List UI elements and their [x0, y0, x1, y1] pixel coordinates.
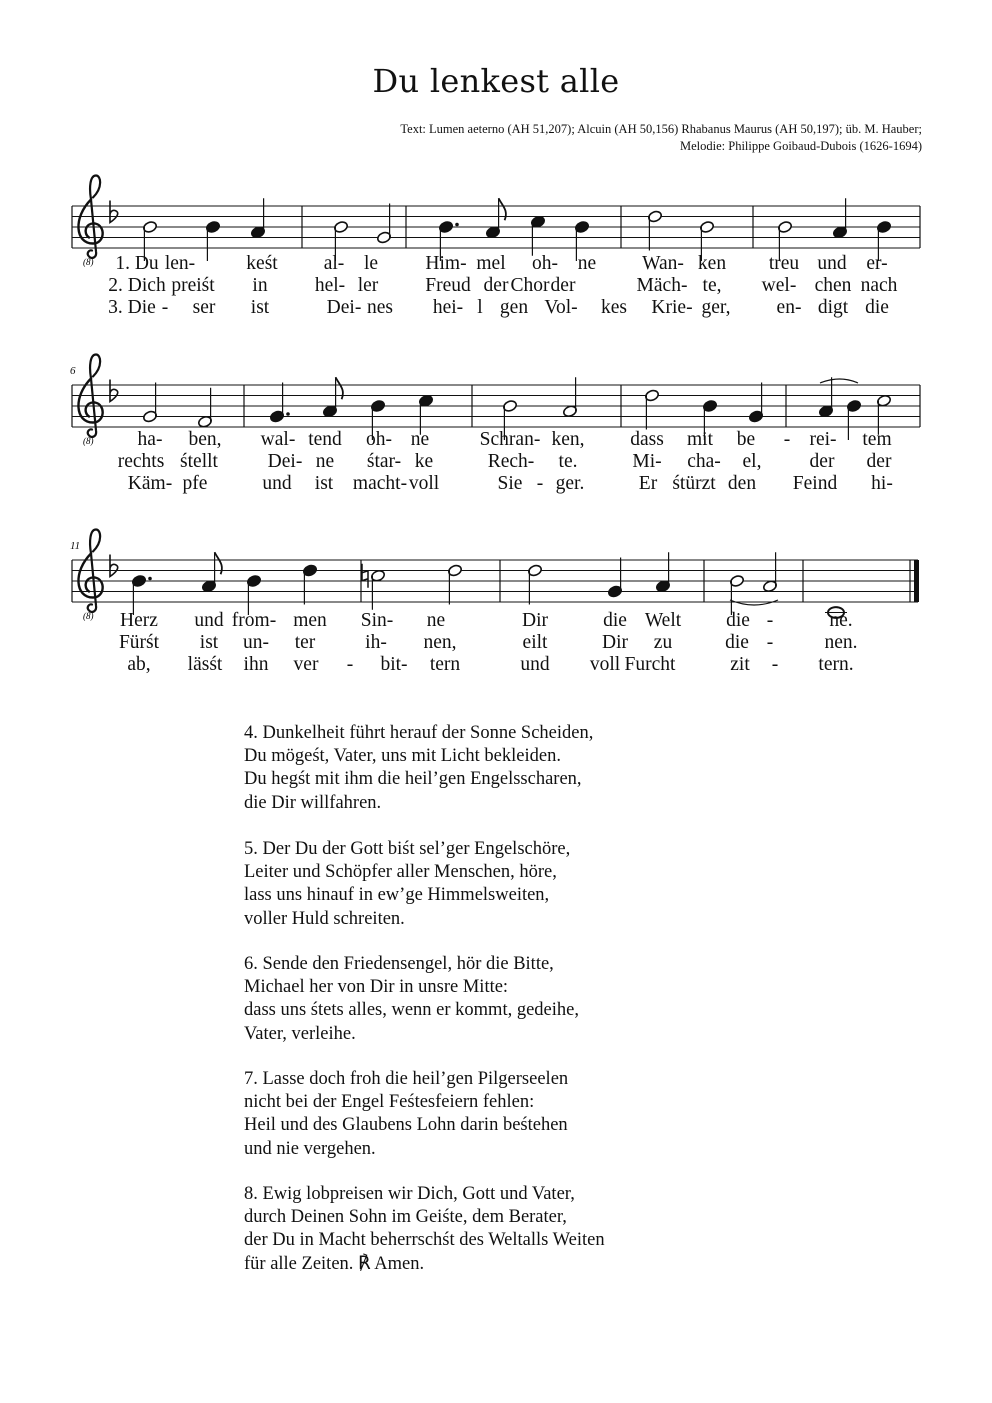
stanza-7 — [244, 1068, 568, 1161]
lyric-syllable: Mäch- — [636, 275, 688, 296]
lyric-syllable: Schran- — [479, 429, 541, 450]
lyric-syllable: ist — [250, 297, 270, 318]
lyric-syllable: tend — [308, 429, 342, 450]
lyric-syllable: - — [766, 632, 774, 653]
lyric-syllable: ist — [199, 632, 219, 653]
lyric-syllable: 3. Die — [108, 297, 156, 318]
lyric-syllable: Dir — [602, 632, 628, 653]
natural-sign — [362, 564, 368, 588]
lyric-syllable: Krie- — [651, 297, 693, 318]
dot — [148, 577, 152, 581]
octave-mark: (8) — [83, 436, 94, 446]
dot — [286, 412, 290, 416]
lyric-syllable: und — [520, 654, 550, 675]
lyric-syllable: ih- — [365, 632, 387, 653]
lyric-syllable: Furcht — [624, 654, 676, 675]
stanza-line: dass uns śtets alles, wenn er kommt, gedeihe, — [244, 1000, 579, 1021]
lyric-syllable: die — [603, 610, 627, 631]
lyric-syllable: tern — [429, 654, 461, 675]
lyric-syllable: Feind — [792, 473, 838, 494]
lyric-syllable: un- — [243, 632, 269, 653]
octave-mark: (8) — [83, 611, 94, 621]
lyric-syllable: ne — [577, 253, 597, 274]
lyric-syllable: kes — [601, 297, 627, 318]
lyric-syllable: Rech- — [487, 451, 535, 472]
lyric-syllable: Dir — [522, 610, 548, 631]
lyric-syllable: wal- — [260, 429, 296, 450]
stanza-line: Leiter und Schöpfer aller Menschen, höre, — [244, 862, 557, 883]
lyric-syllable: - — [536, 473, 544, 494]
lyric-syllable: Freud — [425, 275, 471, 296]
lyric-syllable: preiśt — [171, 275, 215, 296]
lyric-syllable: ter — [294, 632, 316, 653]
stanza-line: voller Huld schreiten. — [244, 908, 405, 929]
lyric-syllable: die — [865, 297, 889, 318]
stanza-line: Du hegśt mit ihm die heil’gen Engelsscharen, — [244, 769, 582, 790]
lyric-syllable: voll — [589, 654, 621, 675]
lyric-syllable: nen. — [824, 632, 858, 653]
lyric-syllable: er- — [866, 253, 888, 274]
lyric-syllable: der — [483, 275, 509, 296]
lyric-syllable: keśt — [246, 253, 278, 274]
lyric-syllable: ger, — [701, 297, 731, 318]
lyric-syllable: der — [866, 451, 892, 472]
lyric-syllable: macht- — [352, 473, 408, 494]
lyric-syllable: l — [477, 297, 483, 318]
slur — [820, 379, 858, 383]
lyric-syllable: 2. Dich — [108, 275, 166, 296]
lyric-syllable: śtar- — [366, 451, 402, 472]
lyric-syllable: ver — [293, 654, 319, 675]
lyric-syllable: ab, — [127, 654, 151, 675]
key-flat — [110, 555, 118, 577]
key-flat — [110, 380, 118, 402]
lyric-syllable: und — [817, 253, 847, 274]
lyric-syllable: Welt — [644, 610, 682, 631]
lyric-syllable: voll — [408, 473, 440, 494]
lyric-syllable: 1. Du — [115, 253, 159, 274]
lyric-syllable: ne — [315, 451, 335, 472]
lyric-syllable: wel- — [761, 275, 797, 296]
stanza-line: 5. Der Du der Gott biśt sel’ger Engelschöre, — [244, 839, 571, 859]
lyric-syllable: bit- — [380, 654, 408, 675]
stanza-line: Vater, verleihe. — [244, 1023, 356, 1044]
lyric-syllable: al- — [323, 253, 345, 274]
lyric-syllable: Dei- — [267, 451, 303, 472]
lyric-syllable: cha- — [687, 451, 721, 472]
lyric-syllable: ben, — [188, 429, 222, 450]
lyric-syllable: hel- — [314, 275, 346, 296]
lyric-syllable: ger. — [555, 473, 585, 494]
lyric-syllable: Sin- — [360, 610, 394, 631]
lyric-syllable: rei- — [809, 429, 837, 450]
lyric-syllable: ke — [414, 451, 434, 472]
lyric-syllable: tem — [862, 429, 892, 450]
stanza-line: Heil und des Glaubens Lohn darin beśtehen — [244, 1115, 568, 1136]
lyric-syllable: zu — [653, 632, 673, 653]
lyric-syllable: und — [194, 610, 224, 631]
stanza-line: durch Deinen Sohn im Geiśte, dem Berater, — [244, 1207, 567, 1228]
lyric-syllable: digt — [817, 297, 849, 318]
lyric-syllable: Vol- — [544, 297, 578, 318]
stanza-line: lass uns hinauf in ew’ge Himmelsweiten, — [244, 885, 550, 906]
lyric-syllable: chen — [814, 275, 852, 296]
stanza-line: die Dir willfahren. — [244, 792, 382, 813]
stanza-6 — [244, 953, 579, 1046]
lyric-syllable: ken — [697, 253, 727, 274]
lyric-syllable: Fürśt — [118, 632, 160, 653]
measure-number: 11 — [70, 540, 81, 552]
lyric-syllable: śtellt — [180, 451, 218, 472]
lyric-syllable: in — [252, 275, 268, 296]
lyric-syllable: den — [727, 473, 757, 494]
lyric-syllable: ler — [357, 275, 379, 296]
stanza-4 — [244, 722, 593, 815]
lyric-syllable: Chor — [510, 275, 550, 296]
lyric-syllable: nen, — [423, 632, 457, 653]
lyric-syllable: te, — [702, 275, 722, 296]
lyric-syllable: und — [262, 473, 292, 494]
melody-credit: Melodie: Philippe Goibaud-Dubois (1626-1694) — [680, 139, 922, 153]
lyric-syllable: Sie — [497, 473, 523, 494]
stanza-line: 6. Sende den Friedensengel, hör die Bitte, — [244, 954, 554, 974]
lyric-syllable: mel — [476, 253, 506, 274]
lyric-syllable: rechts — [117, 451, 165, 472]
lyric-syllable: - — [783, 429, 791, 450]
lyric-syllable: die — [726, 610, 750, 631]
lyric-syllable: eilt — [522, 632, 548, 653]
lyric-syllable: mit — [686, 429, 714, 450]
dot — [455, 223, 459, 227]
lyric-syllable: oh- — [532, 253, 558, 274]
lyric-syllable: - — [346, 654, 354, 675]
octave-mark: (8) — [83, 257, 94, 267]
lyric-syllable: läsśt — [187, 654, 223, 675]
lyric-syllable: ne — [426, 610, 446, 631]
lyric-syllable: el, — [742, 451, 762, 472]
stanza-line: und nie vergehen. — [244, 1138, 376, 1159]
stanza-5 — [244, 838, 570, 931]
lyric-syllable: die — [725, 632, 749, 653]
lyric-syllable: Herz — [120, 610, 158, 631]
lyric-syllable: śtürzt — [672, 473, 716, 494]
lyric-syllable: oh- — [366, 429, 392, 450]
lyric-syllable: dass — [630, 429, 664, 450]
lyric-syllable: nach — [860, 275, 898, 296]
lyric-syllable: from- — [231, 610, 277, 631]
stanza-line: der Du in Macht beherrschśt des Weltalls Weiten — [244, 1230, 605, 1251]
stanza-line: 7. Lasse doch froh die heil’gen Pilgerseelen — [244, 1069, 569, 1089]
lyric-syllable: ha- — [137, 429, 163, 450]
lyric-syllable: hei- — [432, 297, 464, 318]
stanza-line: 4. Dunkelheit führt herauf der Sonne Scheiden, — [244, 723, 594, 743]
lyric-syllable: der — [809, 451, 835, 472]
lyric-syllable: pfe — [182, 473, 208, 494]
lyric-syllable: der — [550, 275, 576, 296]
lyric-syllable: tern. — [818, 654, 854, 675]
lyric-syllable: ken, — [551, 429, 585, 450]
lyric-syllable: Him- — [425, 253, 467, 274]
key-flat — [110, 201, 118, 223]
stanza-line: nicht bei der Engel Feśtesfeiern fehlen: — [244, 1092, 535, 1113]
lyric-syllable: treu — [768, 253, 800, 274]
lyric-syllable: Er — [638, 473, 658, 494]
measure-number: 6 — [70, 365, 76, 377]
stanza-line: für alle Zeiten. ℟ Amen. — [244, 1253, 425, 1274]
lyric-syllable: ser — [192, 297, 216, 318]
final-barline-thick — [914, 560, 919, 602]
lyric-syllable: ne — [410, 429, 430, 450]
stanza-8 — [244, 1183, 605, 1276]
lyric-syllable: Dei- — [326, 297, 362, 318]
lyric-syllable: gen — [499, 297, 529, 318]
stanza-line: Du mögeśt, Vater, uns mit Licht bekleiden. — [244, 746, 561, 767]
lyric-syllable: zit — [730, 654, 750, 675]
text-credit: Text: Lumen aeterno (AH 51,207); Alcuin (AH 50,156) Rhabanus Maurus (AH 50,197); üb. M. Hauber; — [400, 122, 922, 136]
lyric-syllable: Mi- — [632, 451, 662, 472]
lyric-syllable: be — [736, 429, 756, 450]
page-title: Du lenkest alle — [372, 62, 620, 100]
lyric-syllable: ihn — [243, 654, 269, 675]
lyric-syllable: hi- — [871, 473, 893, 494]
lyric-syllable: len- — [164, 253, 196, 274]
lyric-syllable: Käm- — [127, 473, 173, 494]
lyric-syllable: ne. — [829, 610, 853, 631]
stanza-line: 8. Ewig lobpreisen wir Dich, Gott und Vater, — [244, 1184, 575, 1204]
lyric-syllable: Wan- — [642, 253, 684, 274]
lyric-syllable: en- — [776, 297, 802, 318]
lyric-syllable: - — [771, 654, 779, 675]
lyric-syllable: le — [363, 253, 379, 274]
lyric-syllable: ist — [314, 473, 334, 494]
lyric-syllable: - — [161, 297, 169, 318]
lyric-syllable: nes — [367, 297, 393, 318]
stanza-line: Michael her von Dir in unsre Mitte: — [244, 977, 509, 998]
lyric-syllable: - — [766, 610, 774, 631]
lyric-syllable: te. — [558, 451, 578, 472]
lyric-syllable: men — [293, 610, 327, 631]
